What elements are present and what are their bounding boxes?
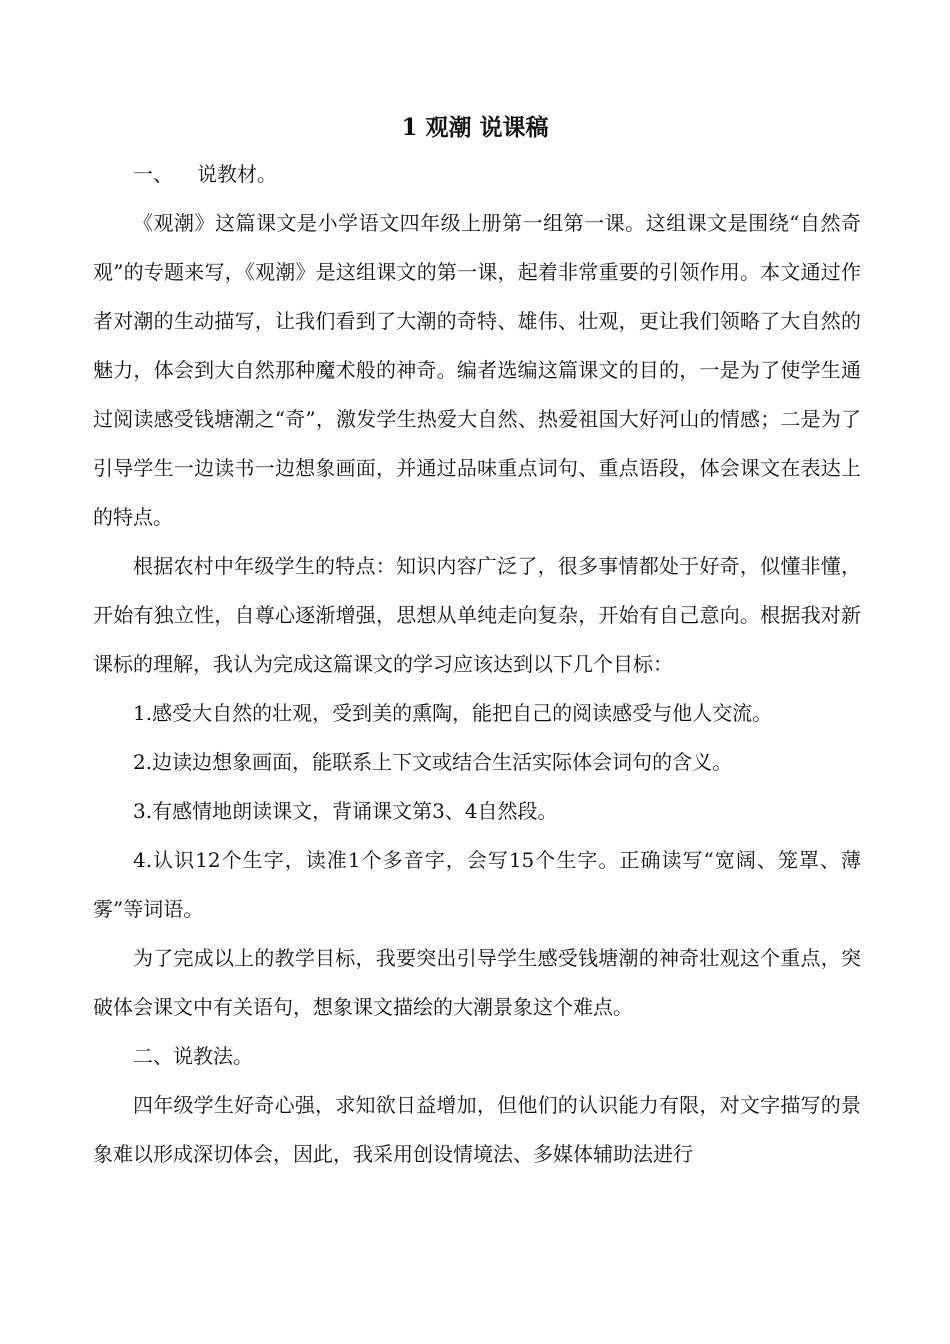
paragraph-method: 四年级学生好奇心强，求知欲日益增加，但他们的认识能力有限，对文字描写的景象难以形成深切体会，因此，我采用创设情境法、多媒体辅助法进行 <box>93 1093 861 1166</box>
goal-item-4: 4.认识12个生字，读准1个多音字，会写15个生字。正确读写“宽阔、笼罩、薄雾”等词语。 <box>93 848 861 921</box>
paragraph-students: 根据农村中年级学生的特点：知识内容广泛了，很多事情都处于好奇，似懂非懂，开始有独立性，自尊心逐渐增强，思想从单纯走向复杂，开始有自己意向。根据我对新课标的理解，我认为完成这篇课文的学习应该达到以下几个目标： <box>93 554 861 676</box>
document-body <box>93 150 861 1179</box>
paragraph-intro: 《观潮》这篇课文是小学语文四年级上册第一组第一课。这组课文是围绕“自然奇观”的专题来写，《观潮》是这组课文的第一课，起着非常重要的引领作用。本文通过作者对潮的生动描写，让我们看到了大潮的奇特、雄伟、壮观，更让我们领略了大自然的魅力，体会到大自然那种魔术般的神奇。编者选编这篇课文的目的，一是为了使学生通过阅读感受钱塘潮之“奇”，激发学生热爱大自然、热爱祖国大好河山的情感；二是为了引导学生一边读书一边想象画面，并通过品味重点词句、重点语段，体会课文在表达上的特点。 <box>93 211 861 529</box>
paragraph-focus: 为了完成以上的教学目标，我要突出引导学生感受钱塘潮的神奇壮观这个重点，突破体会课文中有关语句，想象课文描绘的大潮景象这个难点。 <box>93 946 861 1019</box>
section-heading-1-text: 说教材。 <box>197 162 277 186</box>
section-heading-1 <box>93 150 861 199</box>
goal-item-2: 2.边读边想象画面，能联系上下文或结合生活实际体会词句的含义。 <box>133 750 733 774</box>
goal-item-3: 3.有感情地朗读课文，背诵课文第3、4自然段。 <box>133 799 558 823</box>
goal-item-1: 1.感受大自然的壮观，受到美的熏陶，能把自己的阅读感受与他人交流。 <box>133 701 773 725</box>
section-heading-2: 二、说教法。 <box>133 1044 253 1068</box>
section-heading-1-number: 一、 <box>133 162 173 186</box>
document-title: 1 观潮 说课稿 <box>401 114 549 141</box>
